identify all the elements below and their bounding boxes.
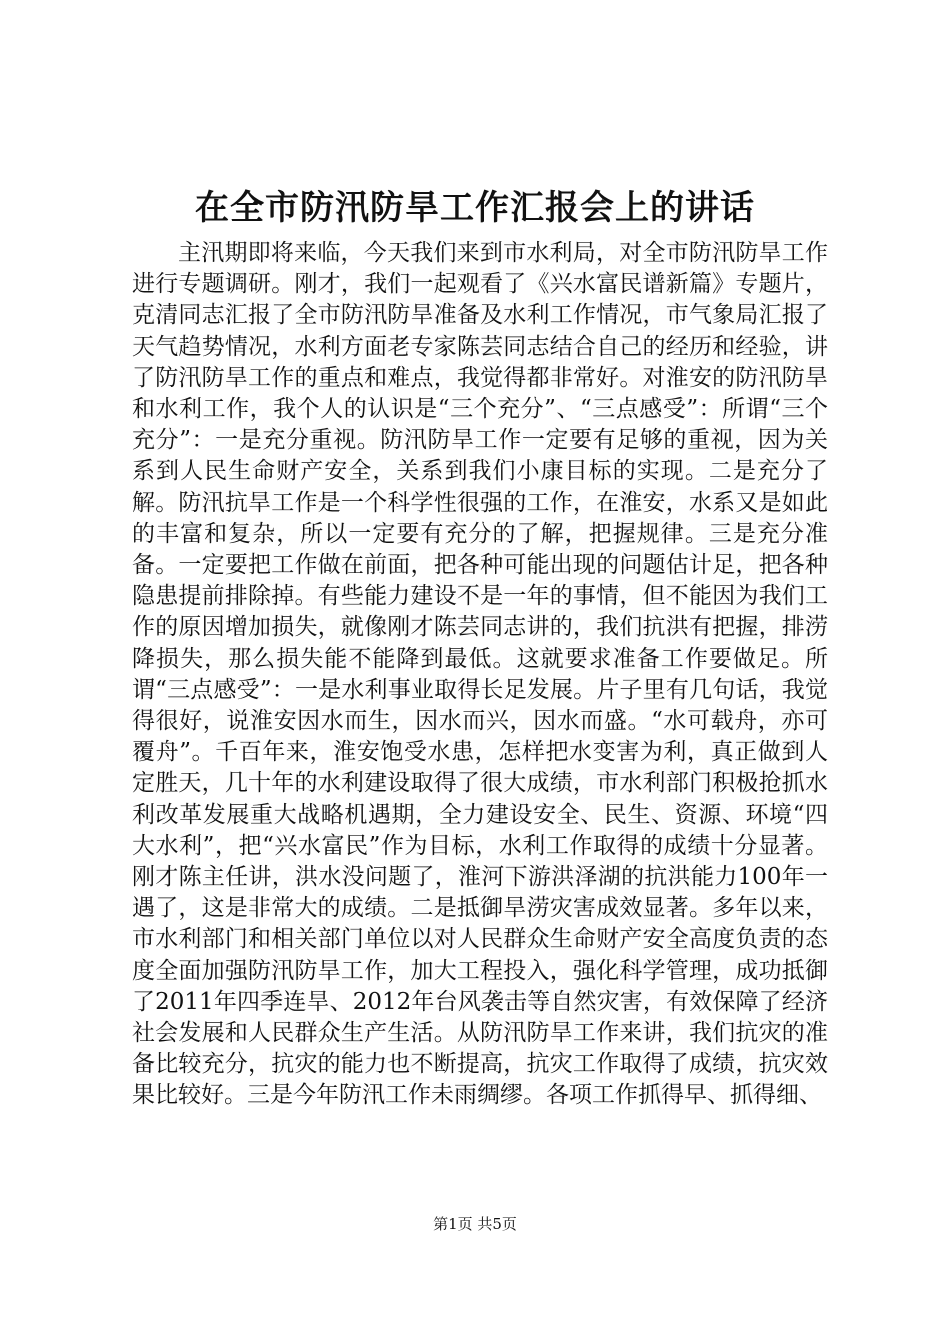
page-indicator: 第1页 共5页 [433, 1215, 517, 1233]
document-paragraph: 主汛期即将来临，今天我们来到市水利局，对全市防汛防旱工作进行专题调研。刚才，我们一起观看了《兴水富民谱新篇》专题片，克清同志汇报了全市防汛防旱准备及水利工作情况，市气象局汇报了天气趋势情况，水利方面老专家陈芸同志结合自己的经历和经验，讲了防汛防旱工作的重点和难点，我觉得都非常好。对淮安的防汛防旱和水利工作，我个人的认识是“三个充分”、“三点感受”：所谓“三个充分”：一是充分重视。防汛防旱工作一定要有足够的重视，因为关系到人民生命财产安全，关系到我们小康目标的实现。二是充分了解。防汛抗旱工作是一个科学性很强的工作，在淮安，水系又是如此的丰富和复杂，所以一定要有充分的了解，把握规律。三是充分准备。一定要把工作做在前面，把各种可能出现的问题估计足，把各种隐患提前排除掉。有些能力建设不是一年的事情，但不能因为我们工作的原因增加损失，就像刚才陈芸同志讲的，我们抗洪有把握，排涝降损失，那么损失能不能降到最低。这就要求准备工作要做足。所谓“三点感受”：一是水利事业取得长足发展。片子里有几句话，我觉得很好，说淮安因水而生，因水而兴，因水而盛。“水可载舟，亦可覆舟”。千百年来，淮安饱受水患，怎样把水变害为利，真正做到人定胜天，几十年的水利建设取得了很大成绩，市水利部门积极抢抓水利改革发展重大战略机遇期，全力建设安全、民生、资源、环境“四大水利”，把“兴水富民”作为目标，水利工作取得的成绩十分显著。刚才陈主任讲，洪水没问题了，淮河下游洪泽湖的抗洪能力100年一遇了，这是非常大的成绩。二是抵御旱涝灾害成效显著。多年以来，市水利部门和相关部门单位以对人民群众生命财产安全高度负责的态度全面加强防汛防旱工作，加大工程投入，强化科学管理，成功抵御了2011年四季连旱、2012年台风袭击等自然灾害，有效保障了经济社会发展和人民群众生产生活。从防汛防旱工作来讲，我们抗灾的准备比较充分，抗灾的能力也不断提高，抗灾工作取得了成绩，抗灾效果比较好。三是今年防汛工作未雨绸缪。各项工作抓得早、抓得细、 [132, 240, 828, 1109]
document-title: 在全市防汛防旱工作汇报会上的讲话 [195, 188, 755, 228]
